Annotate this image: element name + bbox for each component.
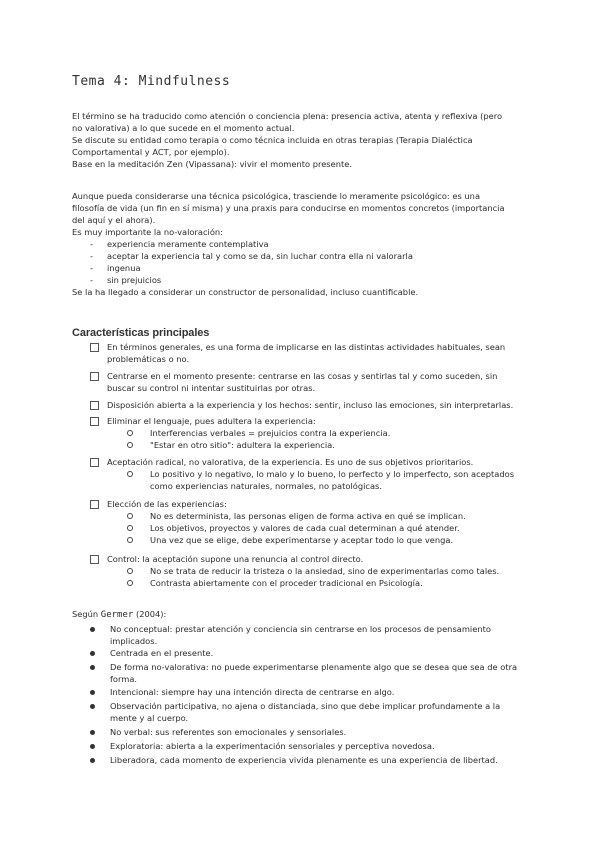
checkbox-icon[interactable] (90, 500, 99, 509)
bullet-icon (90, 627, 95, 632)
text-line: del aquí y el ahora). (72, 215, 156, 225)
list-item-text: experiencia meramente contemplativa (107, 239, 269, 249)
list-item-text: mente y al cuerpo. (110, 713, 189, 723)
checklist-text: Control: la aceptación supone una renuncia al control directo. (107, 554, 364, 564)
bullet-icon (90, 730, 95, 735)
text-line: Se la ha llegado a considerar un constructor de personalidad, incluso cuantificable. (72, 287, 419, 297)
sub-item-text: Lo positivo y lo negativo, lo malo y lo bueno, lo perfecto y lo imperfecto, son aceptados (150, 469, 515, 479)
sub-item (127, 427, 390, 439)
section-heading: Características principales (72, 327, 210, 339)
list-item (90, 686, 394, 698)
text-line: no valorativa) a lo que sucede en el momento actual. (72, 123, 295, 133)
bullet-icon (90, 690, 95, 695)
circle-bullet-icon (127, 580, 133, 586)
germer-suffix: (2004): (135, 609, 167, 619)
germer-name: Germer (100, 610, 134, 620)
checkbox-icon[interactable] (90, 458, 99, 467)
checklist-text: buscar su control ni intentar sustituirlas por otras. (107, 383, 316, 393)
sub-item-text: Una vez que se elige, debe experimentarse y aceptar todo lo que venga. (150, 535, 454, 545)
circle-bullet-icon (127, 525, 133, 531)
sub-item-text: Contrasta abiertamente con el proceder tradicional en Psicología. (150, 578, 423, 588)
list-item-text: No conceptual: prestar atención y conciencia sin centrarse en los procesos de pensamiento (110, 624, 491, 634)
checklist-text: Elección de las experiencias: (107, 499, 227, 509)
list-item-text: De forma no-valorativa: no puede experimentarse plenamente algo que se desea que sea de otra (110, 662, 518, 672)
sub-item-text: Los objetivos, proyectos y valores de cada cual determinan a qué atender. (150, 523, 460, 533)
bullet-icon (90, 704, 95, 709)
list-item-text: Intencional: siempre hay una intención directa de centrarse en algo. (110, 687, 395, 697)
list-item-text: sin prejuicios (107, 275, 162, 285)
text-line: El término se ha traducido como atención o conciencia plena: presencia activa, atenta y reflexiva (pero (72, 111, 503, 121)
checklist-item (90, 456, 514, 492)
checklist-text: problemáticas o no. (107, 354, 190, 364)
list-item (90, 647, 213, 659)
checklist-text: Aceptación radical, no valorativa, de la experiencia. Es uno de sus objetivos prioritarios. (107, 457, 474, 467)
list-item: - experiencia meramente contemplativa (90, 239, 269, 249)
text-line: filosofía de vida (un fin en sí misma) y una praxis para conducirse en momentos concretos (importancia (72, 203, 505, 213)
sub-item (127, 534, 466, 546)
list-item-text: Liberadora, cada momento de experiencia vivida plenamente es una experiencia de libertad. (110, 755, 498, 765)
bullet-icon (90, 665, 95, 670)
sub-item-text: "Estar en otro sitio": adultera la experiencia. (150, 440, 335, 450)
sub-item-text: como experiencias naturales, normales, no patológicas. (150, 481, 383, 491)
bullet-icon (90, 758, 95, 763)
checkbox-icon[interactable] (90, 401, 99, 410)
checklist-item (90, 341, 505, 365)
list-item-text: Exploratoria: abierta a la experimentación sensoriales y perceptiva novedosa. (110, 741, 435, 751)
checklist-text: Eliminar el lenguaje, pues adultera la experiencia: (107, 416, 316, 426)
list-item-text: ingenua (107, 263, 141, 273)
checkbox-icon[interactable] (90, 343, 99, 352)
sub-item (127, 468, 514, 492)
circle-bullet-icon (127, 442, 133, 448)
checklist-item (90, 498, 466, 546)
sub-item (127, 565, 499, 577)
list-item-text: implicados. (110, 636, 158, 646)
bullet-icon (90, 651, 95, 656)
circle-bullet-icon (127, 430, 133, 436)
intro-paragraph (72, 110, 502, 170)
list-item (90, 700, 500, 724)
text-line: Es muy importante la no-valoración: (72, 227, 223, 237)
sub-item-text: No es determinista, las personas eligen de forma activa en qué se implican. (150, 511, 466, 521)
text-line: Se discute su entidad como terapia o como técnica incluida en otras terapias (Terapia Dialéctica (72, 135, 473, 145)
sub-item-text: Interferencias verbales = prejuicios contra la experiencia. (150, 428, 391, 438)
philosophy-paragraph (72, 190, 505, 298)
list-item (90, 623, 491, 647)
checkbox-icon[interactable] (90, 555, 99, 564)
list-item: - sin prejuicios (90, 275, 162, 285)
checklist-text: En términos generales, es una forma de implicarse en las distintas actividades habituales, sean (107, 342, 506, 352)
circle-bullet-icon (127, 537, 133, 543)
germer-heading (72, 608, 166, 621)
list-item: - aceptar la experiencia tal y como se da, sin luchar contra ella ni valorarla (90, 251, 413, 261)
checklist-text: Disposición abierta a la experiencia y los hechos: sentir, incluso las emociones, sin interpretarlas. (107, 400, 514, 410)
sub-item (127, 439, 390, 451)
sub-item (127, 577, 499, 589)
checkbox-icon[interactable] (90, 372, 99, 381)
list-item (90, 754, 498, 766)
list-item-text: No verbal: sus referentes son emocionales y sensoriales. (110, 727, 347, 737)
checklist-item (90, 370, 497, 394)
list-item-text: forma. (110, 674, 138, 684)
circle-bullet-icon (127, 513, 133, 519)
list-item-text: Observación participativa, no ajena o distanciada, sino que debe implicar profundamente a la (110, 701, 501, 711)
sub-item (127, 522, 466, 534)
circle-bullet-icon (127, 471, 133, 477)
checklist-item (90, 553, 499, 589)
list-item-text: aceptar la experiencia tal y como se da, sin luchar contra ella ni valorarla (107, 251, 413, 261)
text-line: Aunque pueda considerarse una técnica psicológica, trasciende lo meramente psicológico: es una (72, 191, 481, 201)
list-item (90, 661, 517, 685)
germer-prefix: Según (72, 609, 99, 619)
list-item-text: Centrada en el presente. (110, 648, 214, 658)
text-line: Base en la meditación Zen (Vipassana): vivir el momento presente. (72, 159, 352, 169)
text-line: Comportamental y ACT, por ejemplo). (72, 147, 230, 157)
checklist-item (90, 415, 390, 451)
sub-item-text: No se trata de reducir la tristeza o la ansiedad, sino de experimentarlas como tales. (150, 566, 500, 576)
sub-item (127, 510, 466, 522)
list-item (90, 726, 346, 738)
list-item: - ingenua (90, 263, 141, 273)
list-item (90, 740, 435, 752)
bullet-icon (90, 744, 95, 749)
page-title: Tema 4: Mindfulness (72, 74, 231, 89)
circle-bullet-icon (127, 568, 133, 574)
checklist-text: Centrarse en el momento presente: centrarse en las cosas y sentirlas tal y como suceden, sin (107, 371, 498, 381)
checkbox-icon[interactable] (90, 417, 99, 426)
checklist-item (90, 399, 513, 411)
